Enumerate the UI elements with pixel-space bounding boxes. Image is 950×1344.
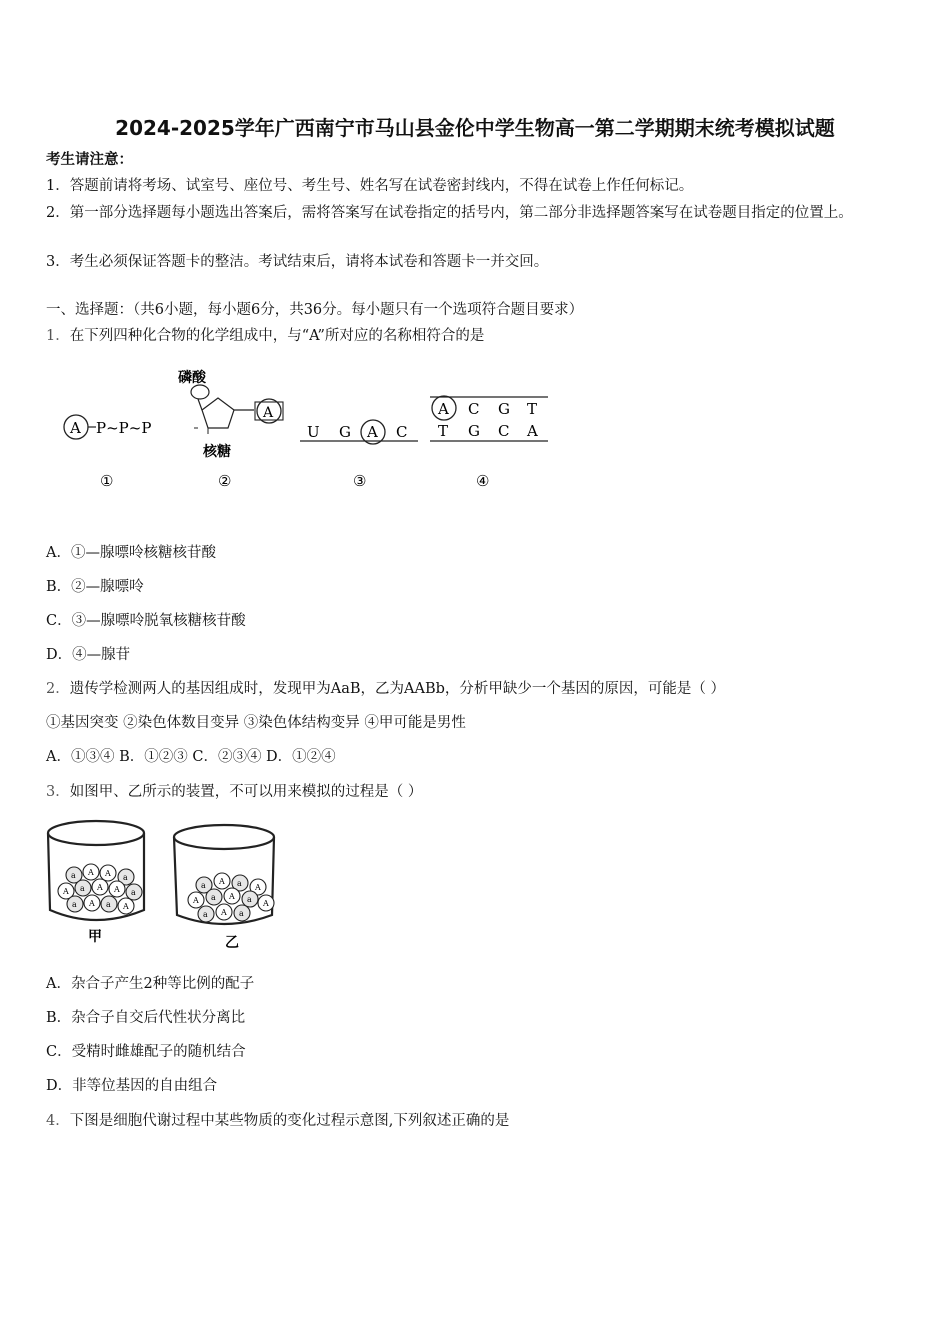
q3-option-c: C．受精时雌雄配子的随机结合 — [46, 1044, 246, 1060]
gamete-letter: a — [80, 884, 85, 893]
figure-dna-strand — [430, 396, 548, 441]
figure-atp — [64, 415, 151, 439]
q3-option-d: D．非等位基因的自由组合 — [46, 1078, 218, 1094]
gamete-letter: a — [71, 871, 76, 880]
gamete-letter: a — [131, 888, 136, 897]
gamete-letter: A — [263, 899, 269, 908]
ball-group-jia — [58, 864, 142, 914]
gamete-ball — [101, 896, 117, 912]
gamete-ball — [188, 892, 204, 908]
figure-nucleotide — [178, 369, 283, 460]
gamete-letter: a — [237, 879, 242, 888]
q3-figure — [44, 815, 294, 955]
q2-choices: ①基因突变 ②染色体数目变异 ③染色体结构变异 ④甲可能是男性 — [46, 715, 466, 731]
rna-base-u: U — [307, 423, 320, 441]
gamete-letter: A — [123, 902, 129, 911]
nucleotide-base-letter: A — [263, 405, 274, 421]
gamete-letter: A — [97, 883, 103, 892]
gamete-letter: A — [219, 877, 225, 886]
gamete-ball — [118, 898, 134, 914]
gamete-letter: a — [211, 893, 216, 902]
question-4 — [46, 1111, 509, 1131]
gamete-letter: A — [63, 887, 69, 896]
gamete-letter: A — [229, 892, 235, 901]
gamete-letter: A — [105, 869, 111, 878]
figure-label-2: ② — [218, 472, 232, 490]
question-number: 1． — [46, 328, 70, 344]
gamete-ball — [83, 864, 99, 880]
question-number: 2． — [46, 681, 70, 697]
gamete-ball — [75, 880, 91, 896]
question-stem: 在下列四种化合物的化学组成中，与“A”所对应的名称相符合的是 — [69, 328, 485, 344]
ribose-label: 核糖 — [203, 444, 231, 460]
notice-item-3: 3．考生必须保证答题卡的整洁。考试结束后，请将本试卷和答题卡一并交回。 — [46, 254, 549, 270]
q1-option-d: D．④—腺苷 — [46, 647, 131, 663]
rna-base-a: A — [367, 423, 378, 441]
gamete-letter: a — [203, 910, 208, 919]
question-number: 3． — [46, 784, 70, 800]
atp-phosphates: P~P~P — [96, 419, 152, 437]
q2-options: A．①③④ B．①②③ C．②③④ D．①②④ — [46, 749, 336, 765]
ribose-shape — [202, 398, 234, 428]
gamete-letter: A — [88, 868, 94, 877]
dna-top-base-1: A — [438, 400, 449, 418]
figure-label-3: ③ — [353, 472, 367, 490]
gamete-ball — [109, 881, 125, 897]
gamete-ball — [224, 888, 240, 904]
notice-heading: 考生请注意： — [46, 151, 133, 168]
container-jia — [48, 821, 144, 945]
gamete-letter: a — [72, 900, 77, 909]
gamete-ball — [198, 906, 214, 922]
dna-bottom-base-3: C — [498, 422, 510, 440]
gamete-ball — [216, 904, 232, 920]
gamete-ball — [67, 896, 83, 912]
figure-label-4: ④ — [476, 472, 490, 490]
q1-option-b: B．②—腺嘌呤 — [46, 579, 144, 595]
section-heading: 一、选择题：（共6小题，每小题6分，共36分。每小题只有一个选项符合题目要求） — [46, 302, 584, 318]
gamete-ball — [258, 895, 274, 911]
question-number: 4． — [46, 1113, 70, 1129]
container-label-jia: 甲 — [88, 929, 102, 945]
gamete-letter: a — [106, 900, 111, 909]
notice-item-1: 1．答题前请将考场、试室号、座位号、考生号、姓名写在试卷密封线内，不得在试卷上作任何标记。 — [46, 178, 694, 194]
dna-top-base-4: T — [527, 400, 538, 418]
container-yi — [174, 825, 274, 951]
question-3 — [46, 782, 422, 802]
dna-top-base-2: C — [468, 400, 480, 418]
q1-option-a: A．①—腺嘌呤核糖核苷酸 — [46, 545, 216, 561]
q3-option-b: B．杂合子自交后代性状分离比 — [46, 1010, 246, 1026]
gamete-letter: A — [221, 908, 227, 917]
dna-bottom-base-1: T — [438, 422, 449, 440]
q3-option-a: A．杂合子产生2种等比例的配子 — [46, 976, 255, 992]
gamete-ball — [126, 884, 142, 900]
question-1 — [46, 326, 484, 346]
gamete-ball — [92, 879, 108, 895]
question-stem: 遗传学检测两人的基因组成时，发现甲为AaB，乙为AABb，分析甲缺少一个基因的原因，可能是（ ） — [69, 681, 725, 697]
question-stem: 下图是细胞代谢过程中某些物质的变化过程示意图,下列叙述正确的是 — [69, 1113, 510, 1129]
rna-base-c: C — [396, 423, 408, 441]
gamete-letter: a — [123, 873, 128, 882]
gamete-letter: A — [89, 899, 95, 908]
exam-title: 2024-2025学年广西南宁市马山县金伦中学生物高一第二学期期末统考模拟试题 — [115, 116, 835, 140]
gamete-ball — [206, 889, 222, 905]
figure-rna-strand — [300, 420, 418, 444]
rna-base-g: G — [339, 423, 351, 441]
phosphate-shape — [191, 385, 209, 399]
gamete-letter: a — [201, 881, 206, 890]
notice-item-2: 2．第一部分选择题每小题选出答案后，需将答案写在试卷指定的括号内，第二部分非选择题答案写在试卷题目指定的位置上。 — [46, 205, 853, 221]
dna-top-base-3: G — [498, 400, 510, 418]
container-label-yi: 乙 — [225, 935, 239, 951]
gamete-ball — [242, 891, 258, 907]
gamete-letter: a — [239, 909, 244, 918]
q1-option-c: C．③—腺嘌呤脱氧核糖核苷酸 — [46, 613, 246, 629]
gamete-letter: A — [255, 883, 261, 892]
gamete-ball — [214, 873, 230, 889]
phosphate-label: 磷酸 — [178, 370, 206, 386]
gamete-letter: a — [247, 895, 252, 904]
figure-label-1: ① — [100, 472, 114, 490]
atp-base-letter: A — [70, 419, 81, 437]
gamete-ball — [84, 895, 100, 911]
question-stem: 如图甲、乙所示的装置，不可以用来模拟的过程是（ ） — [69, 784, 423, 800]
dna-bottom-base-2: G — [468, 422, 480, 440]
gamete-letter: A — [114, 885, 120, 894]
q1-figure — [50, 362, 570, 497]
gamete-letter: A — [193, 896, 199, 905]
gamete-ball — [234, 905, 250, 921]
question-2 — [46, 679, 725, 699]
gamete-ball — [100, 865, 116, 881]
ball-group-yi — [188, 873, 274, 922]
dna-bottom-base-4: A — [527, 422, 538, 440]
